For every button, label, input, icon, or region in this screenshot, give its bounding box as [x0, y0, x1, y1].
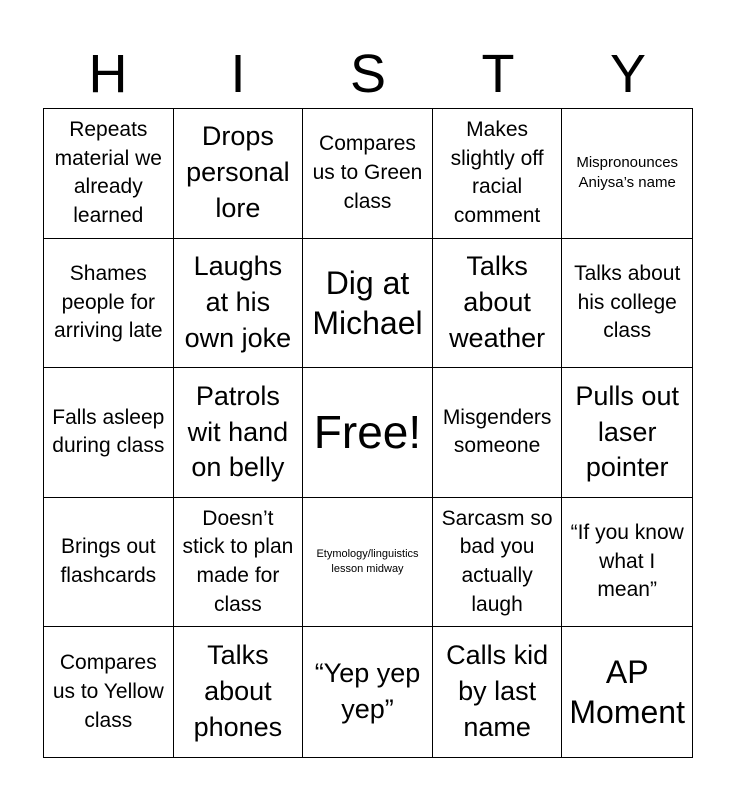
bingo-cell[interactable] [562, 368, 692, 498]
cell-text: Calls kid by last name [446, 640, 549, 743]
bingo-cell[interactable] [433, 239, 563, 369]
bingo-cell[interactable] [174, 368, 304, 498]
bingo-cell[interactable] [303, 109, 433, 239]
cell-text: Talks about phones [193, 640, 283, 743]
cell-text: Dig at Michael [312, 264, 423, 341]
cell-text: AP Moment [569, 654, 685, 731]
cell-text: Laughs at his own joke [184, 251, 292, 353]
cell-text: Compares us to Green class [312, 132, 423, 213]
cell-text: Compares us to Yellow class [52, 651, 164, 732]
bingo-cell[interactable] [433, 498, 563, 628]
bingo-cell[interactable] [562, 239, 692, 369]
bingo-cell[interactable] [44, 627, 174, 757]
cell-text: Brings out flashcards [60, 535, 157, 588]
bingo-cell[interactable] [433, 109, 563, 239]
cell-text: “Yep yep yep” [314, 658, 421, 725]
cell-text: Shames people for arriving late [54, 261, 163, 343]
cell-text: Etymology/linguistics lesson midway [316, 548, 419, 576]
cell-text: Sarcasm so bad you actually laugh [441, 506, 553, 616]
cell-text: Pulls out laser pointer [575, 380, 679, 483]
cell-text: Talks about weather [449, 251, 546, 353]
cell-text: Drops personal lore [186, 121, 290, 224]
bingo-board [43, 108, 693, 758]
header-letter-h: H [88, 44, 128, 104]
cell-text: Talks about his college class [574, 261, 681, 343]
bingo-cell[interactable] [44, 498, 174, 628]
cell-text: Repeats material we already learned [54, 117, 162, 228]
header-letter-t: T [481, 44, 515, 104]
bingo-cell[interactable] [174, 627, 304, 757]
cell-text: Makes slightly off racial comment [450, 117, 544, 228]
header-letter-s: S [349, 44, 387, 104]
bingo-cell[interactable] [433, 627, 563, 757]
bingo-cell[interactable] [174, 239, 304, 369]
bingo-cell[interactable] [44, 368, 174, 498]
bingo-cell[interactable] [44, 239, 174, 369]
bingo-cell[interactable] [44, 109, 174, 239]
bingo-cell[interactable] [433, 368, 563, 498]
cell-text: Patrols wit hand on belly [187, 380, 289, 483]
header-letter-i: I [230, 44, 246, 104]
cell-text: Mispronounces Aniysa’s name [576, 154, 679, 192]
cell-text: Misgenders someone [442, 405, 552, 458]
cell-text: Falls asleep during class [52, 405, 165, 458]
bingo-cell[interactable] [174, 109, 304, 239]
bingo-cell[interactable] [562, 109, 692, 239]
free-space-text: Free! [313, 406, 422, 459]
header-letter-y: Y [609, 44, 647, 104]
bingo-cell-free[interactable] [303, 368, 433, 498]
bingo-cell[interactable] [303, 627, 433, 757]
cell-text: “If you know what I mean” [570, 520, 684, 602]
bingo-cell[interactable] [562, 627, 692, 757]
bingo-cell[interactable] [562, 498, 692, 628]
cell-text: Doesn’t stick to plan made for class [182, 506, 294, 616]
bingo-header [43, 40, 693, 108]
bingo-cell[interactable] [303, 498, 433, 628]
bingo-cell[interactable] [174, 498, 304, 628]
bingo-cell[interactable] [303, 239, 433, 369]
